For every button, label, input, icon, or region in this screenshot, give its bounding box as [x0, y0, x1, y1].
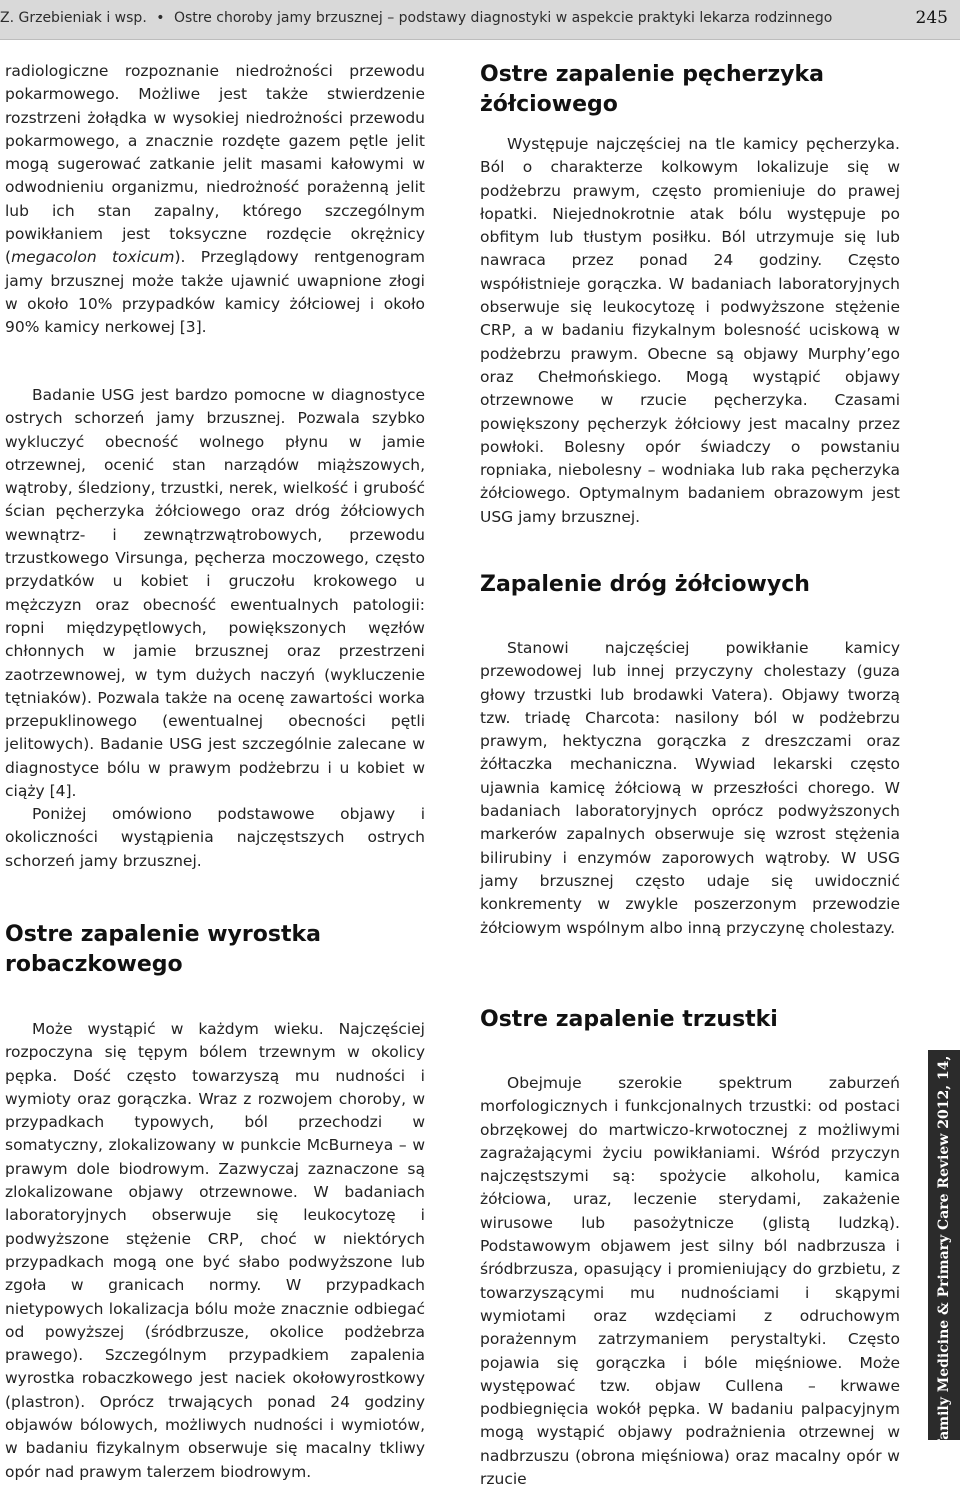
paragraph-radiology-text: radiologiczne rozpoznanie niedrożności przewodu pokarmowego. Możliwe jest także stwierdzenie rozstrzeni żołądka w wysokiej niedrożności przewodu pokarmowego, a znacznie rozdęte gazem pętle jelit mogą sugerować zatkanie jelit masami kałowymi w odwodnieniu organizmu, niedrożność porażenną jelit lub ich stan zapalny, którego szczególnym powikłaniem jest toksyczne rozdęcie okrężnicy (	[5, 62, 425, 267]
heading-cholangitis: Zapalenie dróg żółciowych	[480, 572, 810, 597]
latin-term: megacolon toxicum	[11, 248, 175, 267]
right-column	[480, 60, 900, 1491]
paragraph-radiology-end: ). Przeglądowy rentgenogram jamy brzusznej może także ujawnić uwapnione złogi w około 10% przypadków kamicy żółciowej i około 90% kamicy nerkowej [3].	[5, 248, 425, 337]
header-title: Ostre choroby jamy brzusznej – podstawy diagnostyki w aspekcie praktyki lekarza rodzinnego	[173, 10, 833, 26]
header-bullet: •	[156, 10, 165, 26]
heading-appendicitis: Ostre zapalenie wyrostka robaczkowego	[5, 922, 321, 977]
left-column	[5, 60, 425, 1484]
running-header	[0, 0, 960, 40]
paragraph-usg: Badanie USG jest bardzo pomocne w diagnostyce ostrych schorzeń jamy brzusznej. Pozwala szybko wykluczyć obecność wolnego płynu w jamie otrzewnej, ocenić stan narządów miąższowych, wątroby, śledziony, trzustki, nerek, wielkość i grubość ścian pęcherzyka żółciowego oraz dróg żółciowych wewnątrz- i zewnątrzwątrobowych, przewodu trzustkowego Virsunga, pęcherza moczowego, często przydatków u kobiet i gruczołu krokowego u mężczyzn oraz obecność ewentualnych patologii: ropni międzypętlowych, powiększonych węzłów chłonnych w jamie brzusznej oraz przestrzeni zaotrzewnowej, w tym dużych naczyń (wykluczenie tętniaków). Pozwala także na ocenę zawartości worka przepuklinowego (ewentualnej obecności pętli jelitowych). Badanie USG jest szczególnie zalecane w diagnostyce bólu w prawym podżebrzu i u kobiet w ciąży [4].	[5, 386, 425, 801]
heading-cholecystitis: Ostre zapalenie pęcherzyka żółciowego	[480, 62, 824, 117]
page-number: 245	[915, 8, 948, 28]
header-citation	[0, 8, 895, 28]
heading-pancreatitis: Ostre zapalenie trzustki	[480, 1007, 778, 1032]
paragraph-cholangitis: Stanowi najczęściej powikłanie kamicy przewodowej lub innej przyczyny cholestazy (guza głowy trzustki lub brodawki Vatera). Objawy tworzą tzw. triadę Charcota: nasilony ból w podżebrzu prawym, hektyczna gorączka z dreszczami oraz żółtaczka mechaniczna. Wywiad lekarski często ujawnia kamicę żółciową w przeszłości chorego. W badaniach laboratoryjnych oprócz podwyższonych markerów zapalnych obserwuje się wzrost stężenia bilirubiny i enzymów zaporowych wątroby. W USG jamy brzusznej często udaje się uwidocznić konkrementy w zwykle poszerzonym przewodzie żółciowym wspólnym albo inną przyczynę cholestazy.	[480, 639, 900, 937]
paragraph-cholecystitis: Występuje najczęściej na tle kamicy pęcherzyka. Ból o charakterze kolkowym lokalizuje się w podżebrzu prawym, często promieniuje do prawej łopatki. Niejednokrotnie atak bólu występuje po obfitym lub tłustym posiłku. Ból utrzymuje się lub nawraca przez ponad 24 godziny. Często współistnieje gorączka. W badaniach laboratoryjnych obserwuje się leukocytozę i podwyższone stężenie CRP, a w badaniu fizykalnym bolesność uciskową w podżebrzu prawym. Obecne są objawy Murphy’ego oraz Chełmońskiego. Mogą wystąpić objawy otrzewnowe w rzucie pęcherzyka. Czasami powiększony pęcherzyk żółciowy jest macalny przez powłoki. Bolesny opór świadczy o powstaniu ropniaka, niebolesny – wodniaka lub raka pęcherzyka żółciowego. Optymalnym badaniem obrazowym jest USG jamy brzusznej.	[480, 135, 900, 526]
paragraph-pancreatitis: Obejmuje szerokie spektrum zaburzeń morfologicznych i funkcjonalnych trzustki: od postaci obrzękowej do martwiczo-krwotocznej z możliwymi zagrażającymi życiu powikłaniami. Wśród przyczyn najczęstszymi są: spożycie alkoholu, kamica żółciowa, uraz, leczenie sterydami, zakażenie wirusowe lub pasożytnicze (glistą ludzką). Podstawowym objawem jest silny ból nadbrzusza i śródbrzusza, opasujący i promieniujący do grzbietu, z towarzyszącymi mu nudnościami i skąpymi wymiotami oraz wzdęciami z odruchowym porażennym zatrzymaniem perystaltyki. Często pojawia się gorączka i bóle mięśniowe. Może występować tzw. objaw Cullena – krwawe podbiegnięcia wokół pępka. W badaniu palpacyjnym mogą wystąpić objawy podrażnienia otrzewnej w nadbrzuszu (obrona mięśniowa) oraz macalny opór w rzucie	[480, 1074, 900, 1489]
paragraph-appendicitis: Może wystąpić w każdym wieku. Najczęściej rozpoczyna się tępym bólem trzewnym w okolicy pępka. Dość często towarzyszą mu nudności i wymioty oraz gorączka. Wraz z rozwojem choroby, w przypadkach typowych, ból przechodzi w somatyczny, zlokalizowany w punkcie McBurneya – w prawym dole biodrowym. Zazwyczaj zaznaczone są zlokalizowane objawy otrzewnowe. W badaniach laboratoryjnych obserwuje się leukocytozę i podwyższone stężenie CRP, choć w niektórych przypadkach mogą one być słabo podwyższone lub zgoła w granicach normy. W przypadkach nietypowych lokalizacja bólu może znacznie odbiegać od powyższej (śródbrzusze, okolice podżebrza prawego). Szczególnym przypadkiem zapalenia wyrostka robaczkowego jest naciek okołowyrostkowy (plastron). Oprócz trwających ponad 24 godziny objawów bólowych, możliwych nudności i wymiotów, w badaniu fizykalnym obserwuje się macalny tkliwy opór nad prawym talerzem biodrowym.	[5, 1020, 425, 1481]
header-authors: Z. Grzebieniak i wsp.	[0, 10, 147, 26]
paragraph-overview: Poniżej omówiono podstawowe objawy i okoliczności wystąpienia najczęstszych ostrych schorzeń jamy brzusznej.	[5, 805, 425, 870]
paragraph-radiology	[5, 60, 425, 384]
journal-name: Family Medicine & Primary Care Review 2012, 14, 2	[936, 1041, 952, 1449]
journal-sidebar	[928, 1041, 960, 1449]
